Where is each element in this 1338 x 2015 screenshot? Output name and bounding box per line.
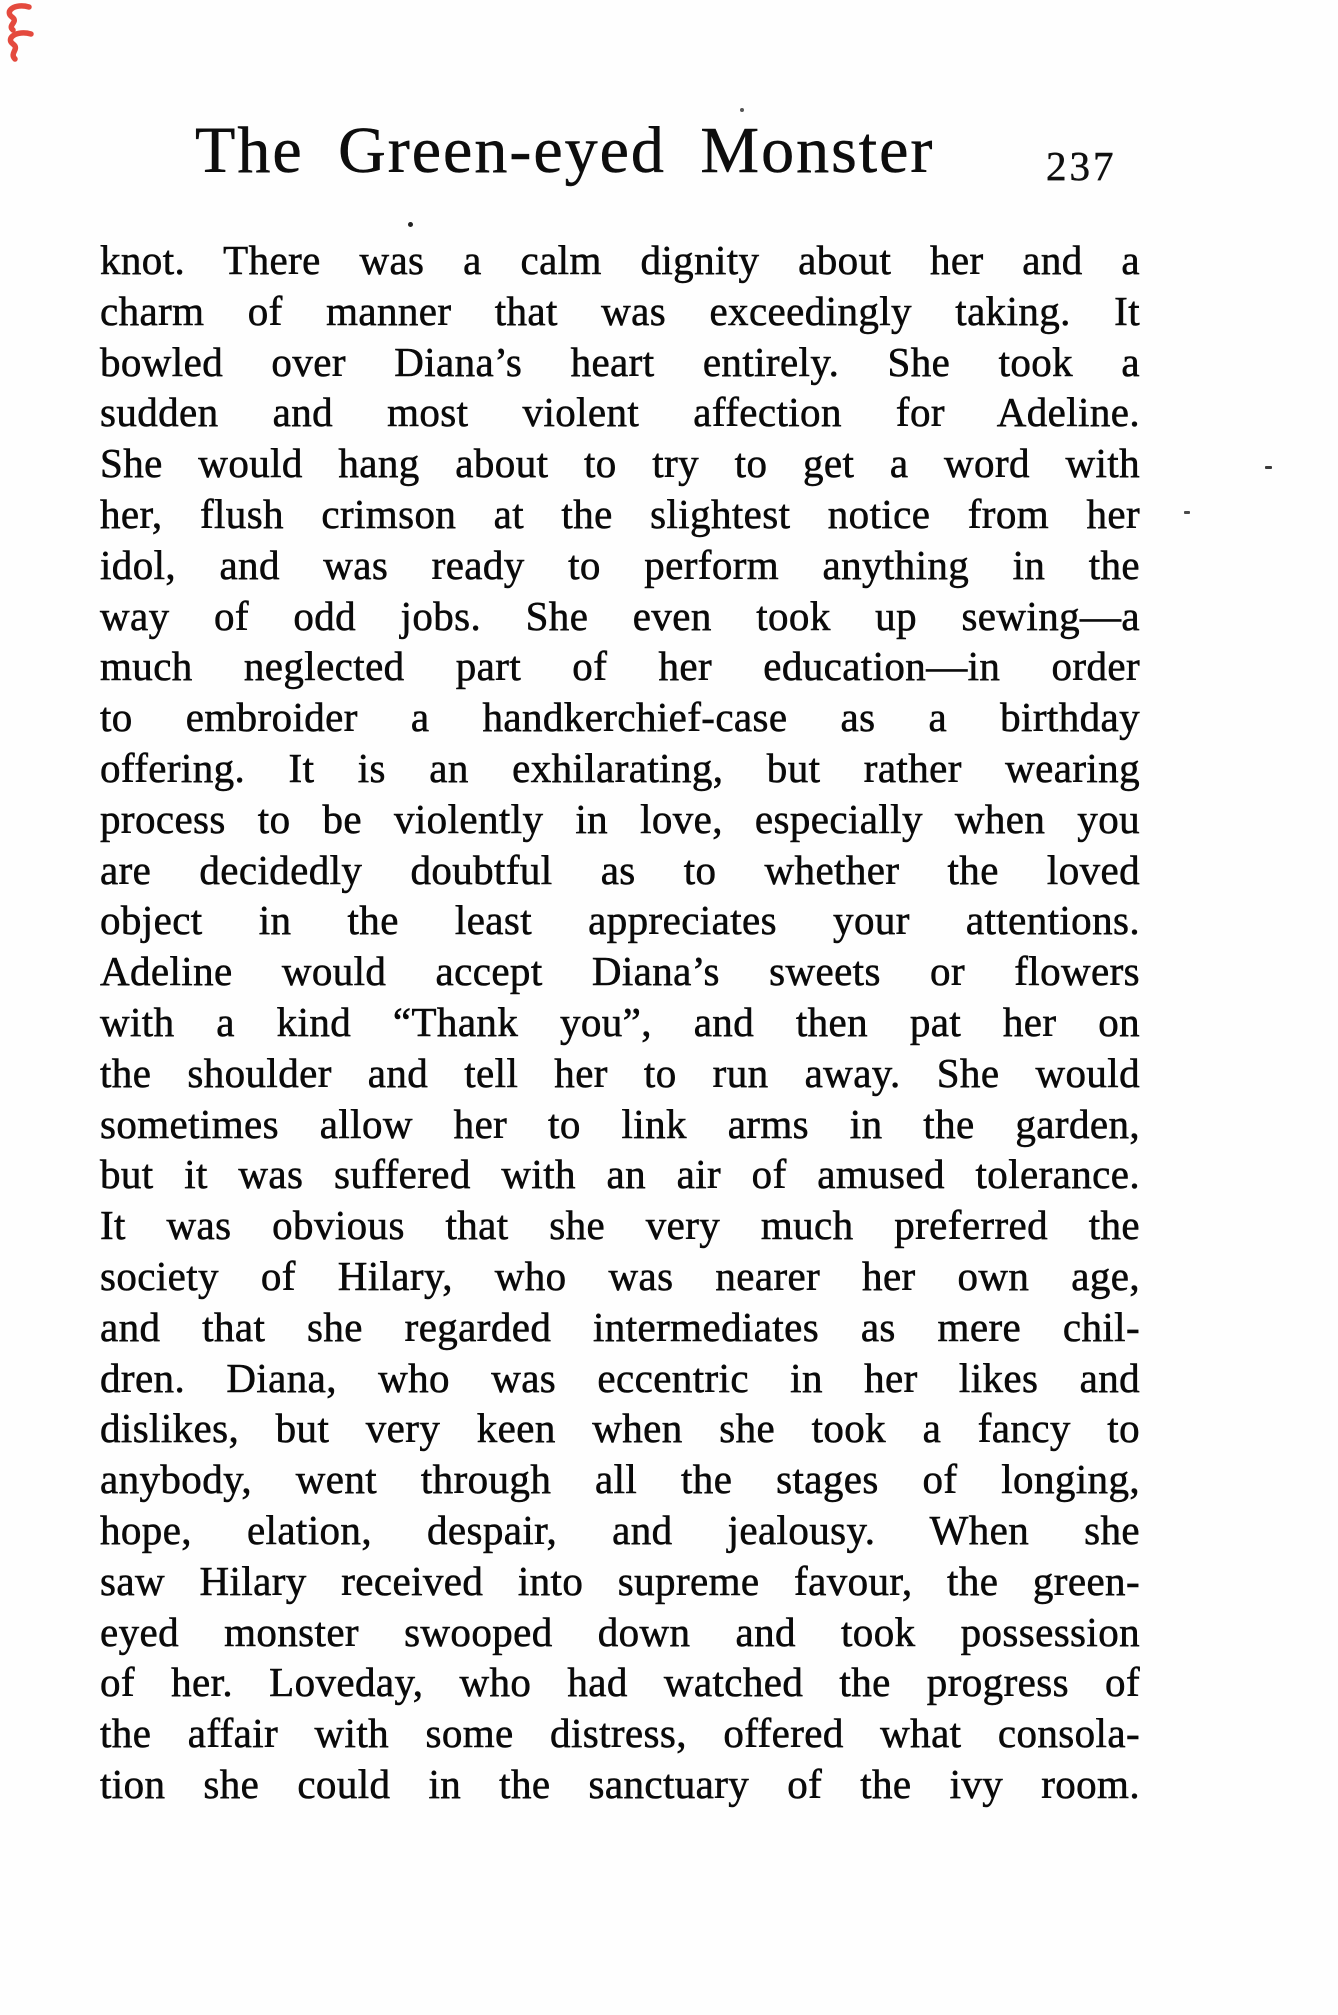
text-line: but it was suffered with an air of amused tolerance. bbox=[100, 1151, 1140, 1198]
ink-speck bbox=[1184, 511, 1190, 514]
text-line: dislikes, but very keen when she took a fancy to bbox=[100, 1405, 1140, 1452]
text-line: of her. Loveday, who had watched the progress of bbox=[100, 1659, 1140, 1706]
body-text bbox=[100, 235, 1140, 1810]
ink-speck bbox=[740, 108, 744, 112]
text-line: tion she could in the sanctuary of the ivy room. bbox=[100, 1760, 1140, 1807]
red-pen-mark bbox=[0, 2, 42, 64]
text-line: saw Hilary received into supreme favour, the green- bbox=[100, 1557, 1140, 1604]
text-line: much neglected part of her education—in order bbox=[100, 643, 1140, 690]
text-line: charm of manner that was exceedingly taking. It bbox=[100, 287, 1140, 334]
text-line: the affair with some distress, offered what consola- bbox=[100, 1710, 1140, 1757]
text-line: object in the least appreciates your attentions. bbox=[100, 897, 1140, 944]
chapter-title: The Green-eyed Monster bbox=[195, 114, 935, 187]
text-line: offering. It is an exhilarating, but rather wearing bbox=[100, 744, 1140, 791]
text-line: sudden and most violent affection for Adeline. bbox=[100, 389, 1140, 436]
text-line: knot. There was a calm dignity about her and a bbox=[100, 237, 1140, 283]
ink-speck bbox=[1265, 466, 1272, 469]
text-line: She would hang about to try to get a word with bbox=[100, 440, 1140, 487]
text-line: are decidedly doubtful as to whether the loved bbox=[100, 846, 1140, 893]
page-number: 237 bbox=[1046, 143, 1117, 189]
ink-speck bbox=[408, 222, 413, 227]
text-line: It was obvious that she very much preferred the bbox=[100, 1202, 1140, 1249]
text-line: idol, and was ready to perform anything in the bbox=[100, 541, 1140, 588]
text-line: the shoulder and tell her to run away. She would bbox=[100, 1049, 1140, 1096]
text-line: hope, elation, despair, and jealousy. When she bbox=[100, 1506, 1140, 1553]
text-line: Adeline would accept Diana’s sweets or flowers bbox=[100, 948, 1140, 995]
text-line: way of odd jobs. She even took up sewing—a bbox=[100, 592, 1140, 639]
text-line: society of Hilary, who was nearer her own age, bbox=[100, 1252, 1140, 1299]
text-line: bowled over Diana’s heart entirely. She took a bbox=[100, 338, 1140, 385]
text-line: and that she regarded intermediates as mere chil- bbox=[100, 1303, 1140, 1350]
text-line: sometimes allow her to link arms in the garden, bbox=[100, 1100, 1140, 1147]
text-line: her, flush crimson at the slightest notice from her bbox=[100, 490, 1140, 537]
text-line: eyed monster swooped down and took possession bbox=[100, 1608, 1140, 1655]
text-line: to embroider a handkerchief-case as a birthday bbox=[100, 694, 1140, 741]
text-line: dren. Diana, who was eccentric in her likes and bbox=[100, 1354, 1140, 1401]
text-line: with a kind “Thank you”, and then pat her on bbox=[100, 998, 1140, 1045]
text-line: anybody, went through all the stages of longing, bbox=[100, 1456, 1140, 1503]
text-line: process to be violently in love, especially when you bbox=[100, 795, 1140, 842]
